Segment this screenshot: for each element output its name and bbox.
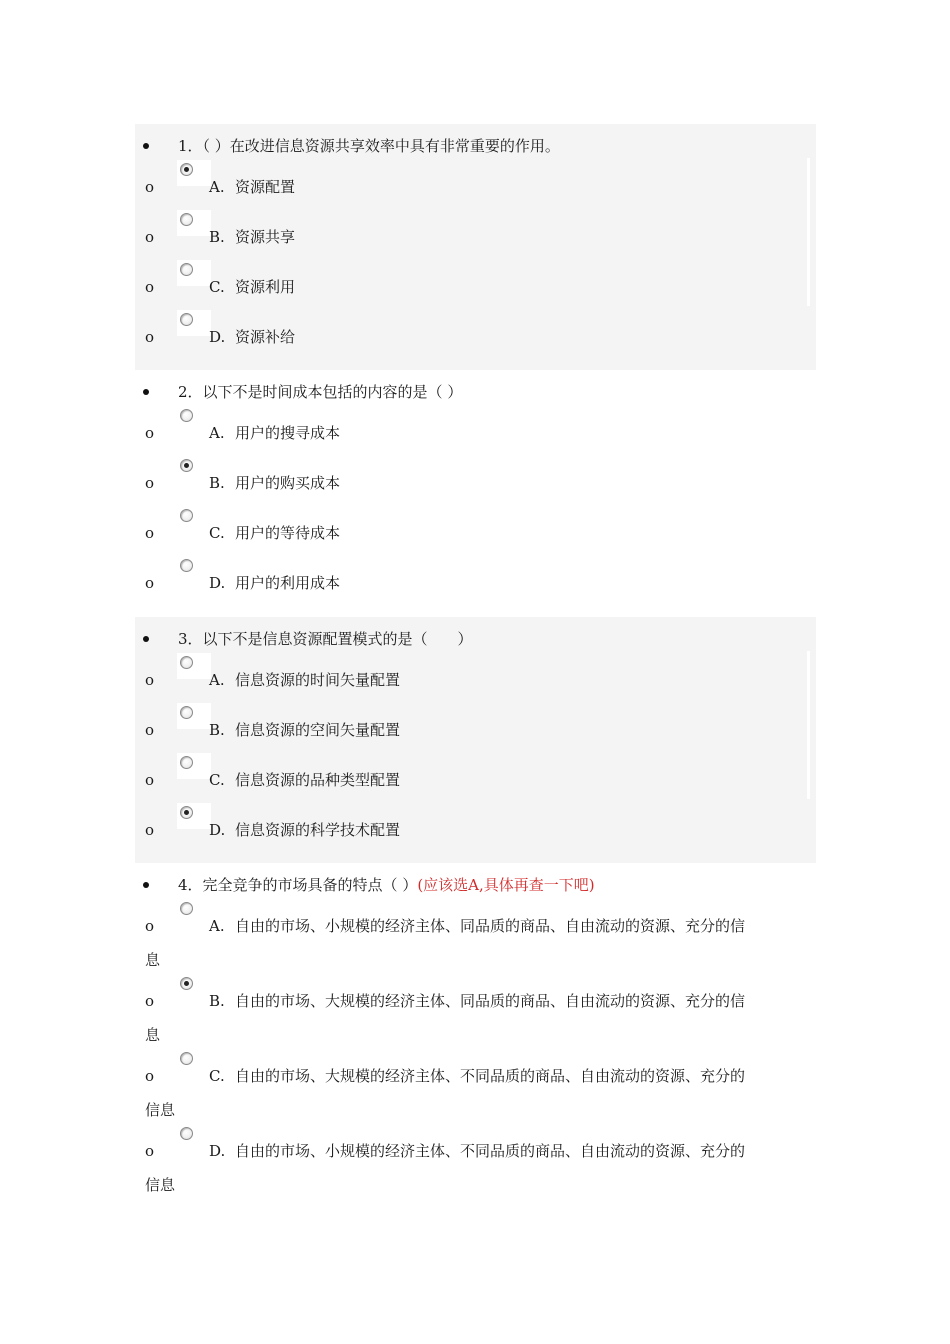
bullet-icon (143, 143, 149, 149)
list-marker: o (145, 917, 155, 935)
question-1 (135, 124, 816, 370)
radio-wrap (177, 899, 211, 925)
radio-wrap (177, 1124, 211, 1150)
question-stem (135, 379, 816, 405)
option-text-wrap: 信息 (145, 1101, 176, 1119)
option-text-wrap: 信息 (145, 1176, 176, 1194)
option-label (209, 820, 400, 840)
question-stem (135, 626, 816, 652)
option-letter: B. (209, 228, 225, 246)
radio-button[interactable] (180, 1052, 193, 1065)
option-b[interactable] (135, 456, 816, 506)
option-d[interactable] (135, 1124, 816, 1198)
list-marker: o (145, 771, 155, 789)
question-4 (135, 863, 816, 1203)
option-text: 自由的市场、大规模的经济主体、不同品质的商品、自由流动的资源、充分的 (235, 1067, 746, 1085)
option-a[interactable] (135, 406, 816, 456)
option-label (209, 720, 400, 740)
radio-button[interactable] (180, 409, 193, 422)
radio-button[interactable] (180, 756, 193, 769)
option-c[interactable] (135, 506, 816, 556)
option-text: 自由的市场、大规模的经济主体、同品质的商品、自由流动的资源、充分的信 (235, 992, 746, 1010)
option-letter: D. (209, 574, 226, 592)
option-label (209, 991, 745, 1011)
option-a[interactable] (135, 899, 816, 973)
radio-button[interactable] (180, 559, 193, 572)
list-marker: o (145, 424, 155, 442)
option-d[interactable] (135, 556, 816, 606)
question-stem-text: 4．完全竞争的市场具备的特点（ ） (178, 876, 418, 894)
option-c[interactable] (135, 753, 816, 803)
radio-wrap (177, 974, 211, 1000)
option-label (209, 770, 400, 790)
radio-wrap (177, 703, 211, 729)
radio-button[interactable] (180, 313, 193, 326)
radio-wrap (177, 653, 211, 679)
option-b[interactable] (135, 210, 816, 260)
radio-button[interactable] (180, 459, 193, 472)
option-text: 资源共享 (235, 228, 296, 246)
option-label (209, 227, 295, 247)
option-text: 信息资源的科学技术配置 (235, 821, 401, 839)
list-marker: o (145, 178, 155, 196)
option-letter: A. (209, 671, 225, 689)
option-label (209, 277, 295, 297)
bullet-icon (143, 882, 149, 888)
option-letter: B. (209, 474, 225, 492)
radio-wrap (177, 456, 211, 482)
bullet-icon (143, 636, 149, 642)
option-text: 用户的搜寻成本 (235, 424, 341, 442)
option-text: 自由的市场、小规模的经济主体、不同品质的商品、自由流动的资源、充分的 (235, 1142, 746, 1160)
option-a[interactable] (135, 653, 816, 703)
option-letter: C. (209, 524, 225, 542)
radio-wrap (177, 310, 211, 336)
radio-button[interactable] (180, 656, 193, 669)
radio-wrap (177, 260, 211, 286)
radio-button[interactable] (180, 706, 193, 719)
list-marker: o (145, 821, 155, 839)
bullet-icon (143, 389, 149, 395)
option-text: 用户的利用成本 (235, 574, 341, 592)
question-text: 1．（ ）在改进信息资源共享效率中具有非常重要的作用。 (178, 137, 560, 155)
radio-wrap (177, 160, 211, 186)
option-letter: A. (209, 917, 225, 935)
list-marker: o (145, 721, 155, 739)
question-stem (135, 872, 816, 898)
option-label (209, 523, 340, 543)
radio-wrap (177, 506, 211, 532)
list-marker: o (145, 574, 155, 592)
option-c[interactable] (135, 1049, 816, 1123)
question-text: 3．以下不是信息资源配置模式的是（ ） (178, 630, 473, 648)
list-marker: o (145, 1142, 155, 1160)
list-marker: o (145, 524, 155, 542)
option-letter: A. (209, 178, 225, 196)
option-letter: C. (209, 771, 225, 789)
radio-wrap (177, 803, 211, 829)
option-text: 信息资源的时间矢量配置 (235, 671, 401, 689)
question-3 (135, 617, 816, 863)
radio-wrap (177, 210, 211, 236)
option-text: 资源利用 (235, 278, 296, 296)
question-text: 2．以下不是时间成本包括的内容的是（ ） (178, 383, 463, 401)
option-letter: B. (209, 721, 225, 739)
radio-button[interactable] (180, 977, 193, 990)
option-b[interactable] (135, 703, 816, 753)
option-text: 信息资源的空间矢量配置 (235, 721, 401, 739)
option-text: 资源补给 (235, 328, 296, 346)
option-label (209, 1066, 745, 1086)
list-marker: o (145, 328, 155, 346)
option-label (209, 327, 295, 347)
radio-button[interactable] (180, 902, 193, 915)
option-d[interactable] (135, 310, 816, 360)
option-label (209, 473, 340, 493)
option-label (209, 670, 400, 690)
option-label (209, 916, 745, 936)
list-marker: o (145, 278, 155, 296)
option-label (209, 573, 340, 593)
option-b[interactable] (135, 974, 816, 1048)
radio-button[interactable] (180, 509, 193, 522)
option-text: 资源配置 (235, 178, 296, 196)
option-c[interactable] (135, 260, 816, 310)
option-letter: A. (209, 424, 225, 442)
radio-wrap (177, 753, 211, 779)
radio-button[interactable] (180, 806, 193, 819)
option-text-wrap: 息 (145, 1026, 161, 1044)
option-letter: D. (209, 821, 226, 839)
question-stem (135, 133, 816, 159)
radio-wrap (177, 406, 211, 432)
answer-note: (应该选A,具体再查一下吧) (417, 876, 595, 894)
list-marker: o (145, 474, 155, 492)
option-letter: C. (209, 278, 225, 296)
radio-button[interactable] (180, 213, 193, 226)
option-letter: D. (209, 328, 226, 346)
radio-wrap (177, 1049, 211, 1075)
option-a[interactable] (135, 160, 816, 210)
option-d[interactable] (135, 803, 816, 853)
option-letter: D. (209, 1142, 226, 1160)
option-text: 信息资源的品种类型配置 (235, 771, 401, 789)
radio-button[interactable] (180, 163, 193, 176)
option-letter: C. (209, 1067, 225, 1085)
list-marker: o (145, 671, 155, 689)
question-2 (135, 370, 816, 616)
list-marker: o (145, 228, 155, 246)
radio-button[interactable] (180, 1127, 193, 1140)
option-text: 自由的市场、小规模的经济主体、同品质的商品、自由流动的资源、充分的信 (235, 917, 746, 935)
list-marker: o (145, 992, 155, 1010)
option-text: 用户的购买成本 (235, 474, 341, 492)
option-text: 用户的等待成本 (235, 524, 341, 542)
radio-button[interactable] (180, 263, 193, 276)
option-label (209, 1141, 745, 1161)
question-text (178, 872, 595, 898)
option-text-wrap: 息 (145, 951, 161, 969)
option-label (209, 177, 295, 197)
radio-wrap (177, 556, 211, 582)
option-label (209, 423, 340, 443)
option-letter: B. (209, 992, 225, 1010)
list-marker: o (145, 1067, 155, 1085)
